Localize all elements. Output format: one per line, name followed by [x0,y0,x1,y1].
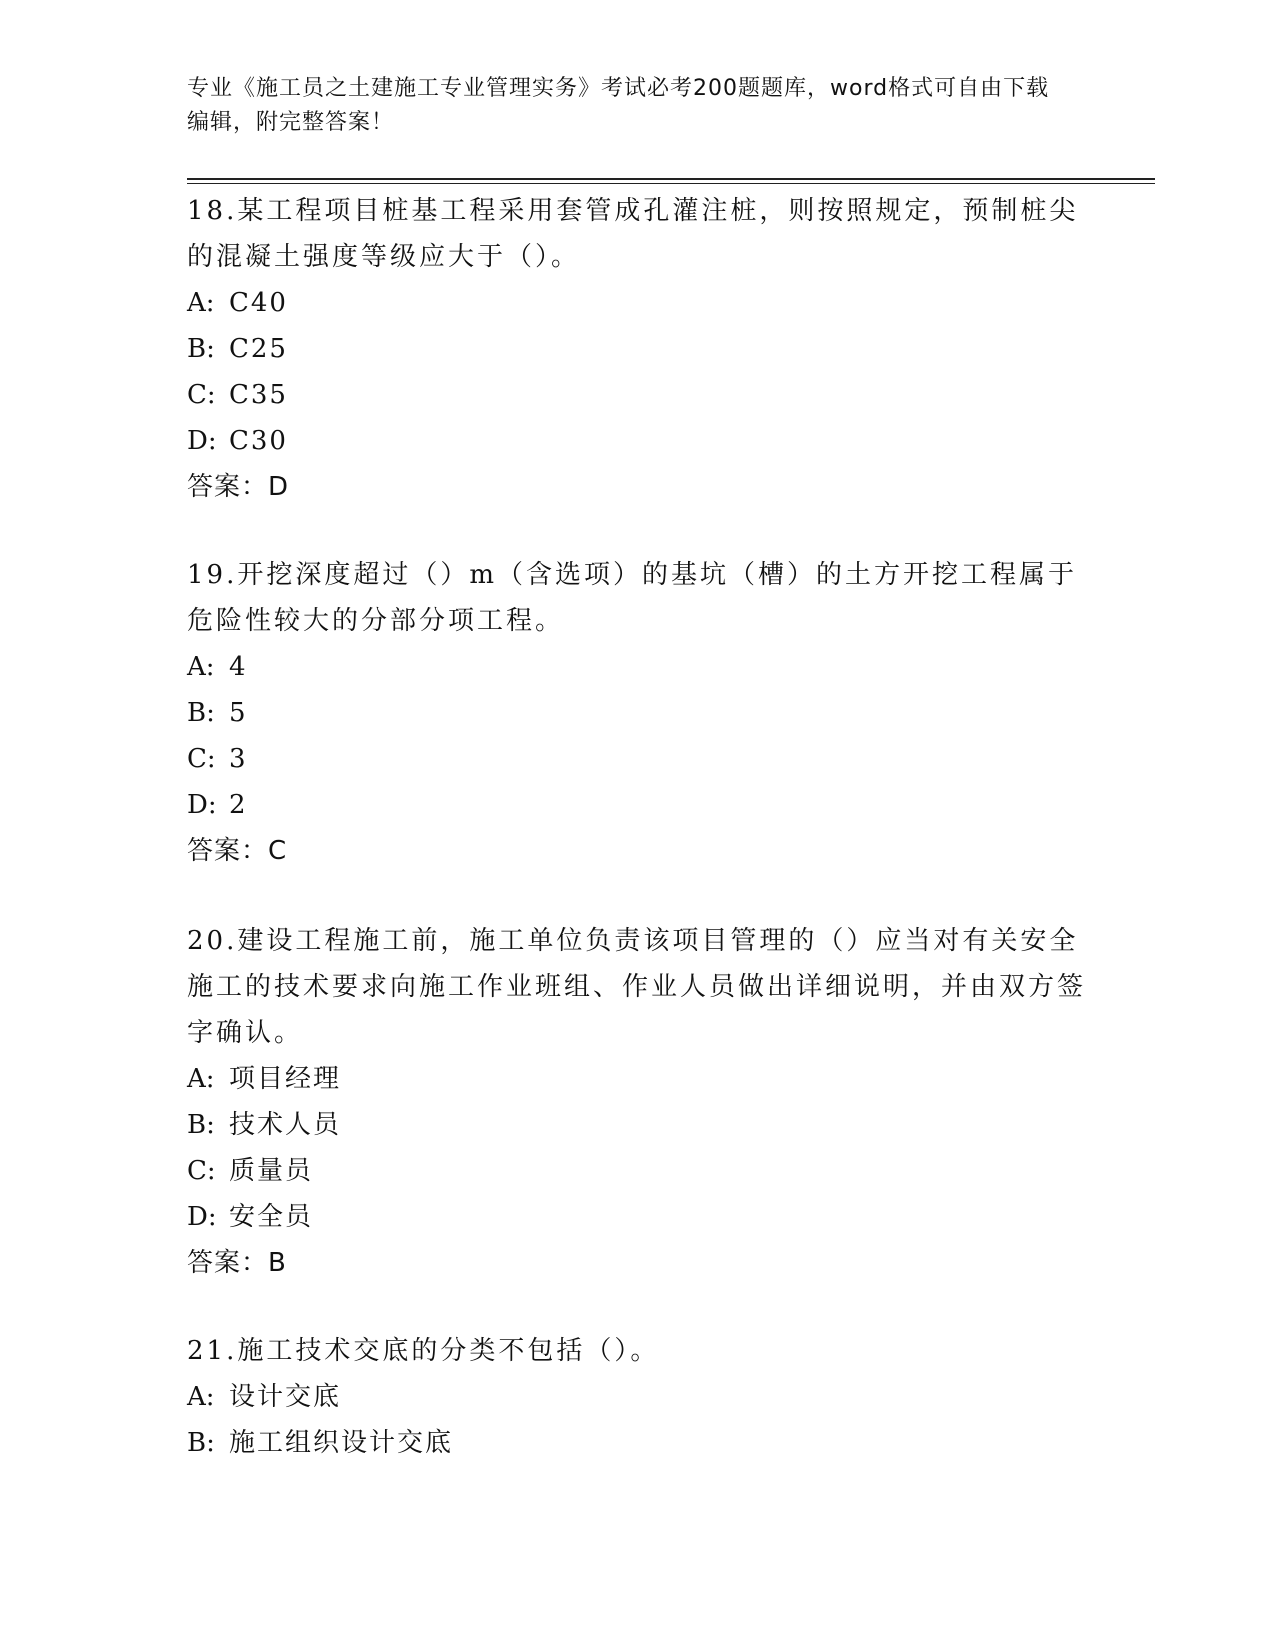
header-divider-top [187,178,1155,180]
option-a [187,1056,1087,1102]
option-text: C35 [229,380,288,410]
option-label: A: [187,1064,215,1094]
option-text: 设计交底 [229,1382,342,1412]
option-label: A: [187,652,215,682]
option-c [187,372,1087,418]
option-a [187,1374,1087,1420]
question-text: 19.开挖深度超过（）m（含选项）的基坑（槽）的土方开挖工程属于危险性较大的分部分项工程。 [187,560,1078,636]
document-header: 专业《施工员之土建施工专业管理实务》考试必考200题题库，word格式可自由下载编辑，附完整答案！ [187,76,1050,135]
question-20 [187,918,1087,1286]
option-label: D: [187,790,217,820]
question-text: 20.建设工程施工前，施工单位负责该项目管理的（）应当对有关安全施工的技术要求向施工作业班组、作业人员做出详细说明，并由双方签字确认。 [187,926,1087,1048]
option-text: 项目经理 [229,1064,342,1094]
option-text: 2 [229,790,248,820]
option-text: 技术人员 [229,1110,342,1140]
question-21 [187,1328,1087,1466]
question-18 [187,188,1087,510]
question-text: 18.某工程项目桩基工程采用套管成孔灌注桩，则按照规定，预制桩尖的混凝土强度等级应大于（）。 [187,196,1079,272]
answer-line: 答案：D [187,472,290,502]
option-text: 3 [229,744,248,774]
option-label: A: [187,1382,215,1412]
answer-line: 答案：C [187,836,288,866]
option-text: C25 [229,334,288,364]
option-label: B: [187,1110,215,1140]
option-a [187,644,1087,690]
option-b [187,1102,1087,1148]
option-text: 5 [229,698,248,728]
option-label: C: [187,744,216,774]
option-c [187,736,1087,782]
option-label: D: [187,426,217,456]
option-b [187,1420,1087,1466]
option-text: 质量员 [229,1156,314,1186]
option-label: D: [187,1202,217,1232]
option-label: B: [187,334,215,364]
question-text: 21.施工技术交底的分类不包括（）。 [187,1336,660,1366]
option-d [187,418,1087,464]
option-b [187,326,1087,372]
option-b [187,690,1087,736]
option-text: C30 [229,426,288,456]
question-19 [187,552,1087,874]
option-text: 安全员 [229,1202,314,1232]
option-text: 4 [229,652,248,682]
option-c [187,1148,1087,1194]
option-text: C40 [229,288,288,318]
option-label: A: [187,288,215,318]
header-divider-bottom [187,183,1155,184]
option-d [187,1194,1087,1240]
option-text: 施工组织设计交底 [229,1428,454,1458]
answer-line: 答案：B [187,1248,287,1278]
option-label: C: [187,1156,216,1186]
option-label: B: [187,1428,215,1458]
option-label: B: [187,698,215,728]
option-d [187,782,1087,828]
option-label: C: [187,380,216,410]
option-a [187,280,1087,326]
